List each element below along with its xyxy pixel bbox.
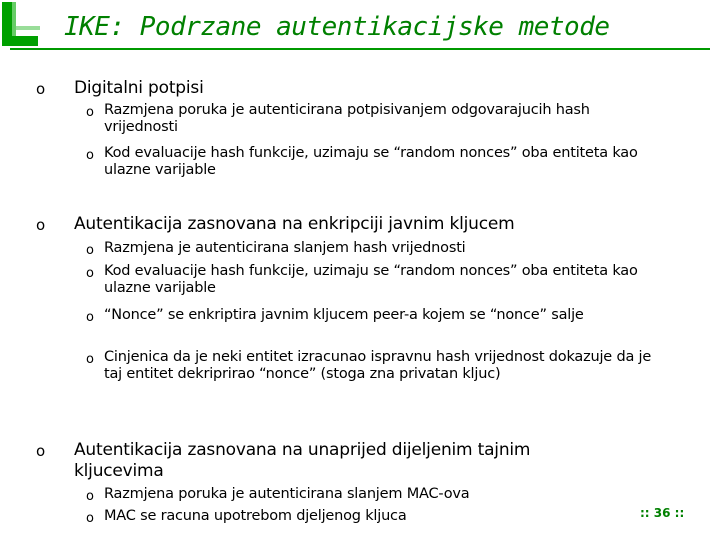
sub-bullet-marker: o xyxy=(86,148,94,163)
section-heading-1: Digitalni potpisi xyxy=(74,78,204,98)
sub-bullet-marker: o xyxy=(86,243,94,258)
sub-point-2-4: Cinjenica da je neki entitet izracunao ispravnu hash vrijednost dokazuje da je taj entitet dekriprirao “nonce” (stoga zna privatan kljuc) xyxy=(104,349,652,382)
sub-point-2-3: “Nonce” se enkriptira javnim kljucem peer-a kojem se “nonce” salje xyxy=(104,307,584,323)
sub-bullet-marker: o xyxy=(86,352,94,367)
sub-bullet-marker: o xyxy=(86,511,94,526)
bullet-marker: o xyxy=(36,442,46,460)
sub-point-1-2: Kod evaluacije hash funkcije, uzimaju se “random nonces” oba entiteta kao ulazne varijable xyxy=(104,145,638,178)
slide-title: IKE: Podrzane autentikacijske metode xyxy=(64,12,610,42)
sub-point-2-1: Razmjena je autenticirana slanjem hash vrijednosti xyxy=(104,240,466,256)
sub-point-1-1: Razmjena poruka je autenticirana potpisivanjem odgovarajucih hash vrijednosti xyxy=(104,102,590,135)
page-number: :: 36 :: xyxy=(640,506,685,520)
corner-decoration xyxy=(0,0,60,50)
sub-bullet-marker: o xyxy=(86,105,94,120)
bullet-marker: o xyxy=(36,216,46,234)
sub-point-3-2: MAC se racuna upotrebom djeljenog kljuca xyxy=(104,508,407,524)
sub-bullet-marker: o xyxy=(86,266,94,281)
sub-bullet-marker: o xyxy=(86,489,94,504)
section-heading-3: Autentikacija zasnovana na unaprijed dijeljenim tajnim kljucevima xyxy=(74,440,531,481)
sub-point-2-2: Kod evaluacije hash funkcije, uzimaju se “random nonces” oba entiteta kao ulazne varijable xyxy=(104,263,638,296)
bullet-marker: o xyxy=(36,80,46,98)
title-underline xyxy=(10,48,710,50)
section-heading-2: Autentikacija zasnovana na enkripciji javnim kljucem xyxy=(74,214,515,234)
sub-point-3-1: Razmjena poruka je autenticirana slanjem MAC-ova xyxy=(104,486,470,502)
sub-bullet-marker: o xyxy=(86,310,94,325)
